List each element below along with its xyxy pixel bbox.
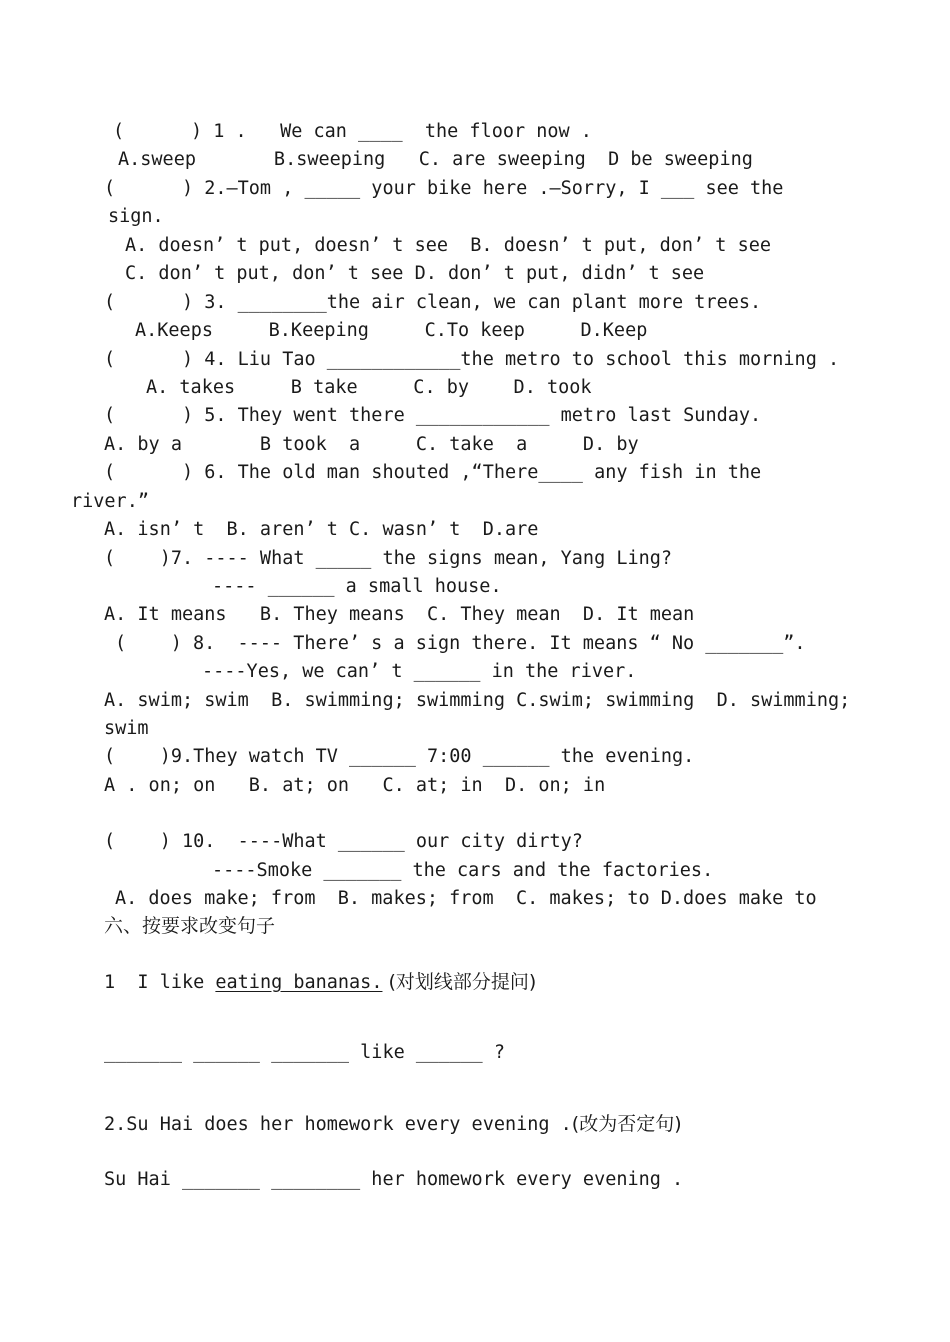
sentence-2-prefix: 2.Su Hai does her homework every evening . <box>104 1114 572 1135</box>
question-10-reply: ----Smoke _______ the cars and the factories. <box>212 860 714 881</box>
question-1: ( ) 1 . We can ____ the floor now . <box>113 121 592 142</box>
sentence-2 <box>104 1112 682 1137</box>
question-7-reply: ---- ______ a small house. <box>212 576 502 597</box>
question-7-options: A. It means B. They means C. They mean D. It mean <box>104 604 695 625</box>
question-2-options-cd: C. don’ t put, don’ t see D. don’ t put, didn’ t see <box>125 263 705 284</box>
question-4: ( ) 4. Liu Tao ____________the metro to school this morning . <box>104 349 840 370</box>
question-8: ( ) 8. ---- There’ s a sign there. It means “ No _______”. <box>115 633 806 654</box>
question-9: ( )9.They watch TV ______ 7:00 ______ the evening. <box>104 746 695 767</box>
sentence-1-prefix: 1 I like <box>104 972 216 993</box>
question-1-options: A.sweep B.sweeping C. are sweeping D be sweeping <box>118 149 753 170</box>
question-6: ( ) 6. The old man shouted ,“There____ any fish in the <box>104 462 762 483</box>
question-8-continuation: swim <box>104 718 149 739</box>
question-8-options: A. swim; swim B. swimming; swimming C.swim; swimming D. swimming; <box>104 690 851 711</box>
question-6-continuation: river.” <box>71 491 149 512</box>
question-2: ( ) 2.—Tom , _____ your bike here .—Sorry, I ___ see the <box>104 178 784 199</box>
question-9-options: A . on; on B. at; on C. at; in D. on; in <box>104 775 606 796</box>
question-7: ( )7. ---- What _____ the signs mean, Yang Ling? <box>104 548 673 569</box>
question-8-reply: ----Yes, we can’ t ______ in the river. <box>202 661 637 682</box>
question-2-continuation: sign. <box>108 206 164 227</box>
question-2-options-ab: A. doesn’ t put, doesn’ t see B. doesn’ t put, don’ t see <box>125 235 772 256</box>
question-5: ( ) 5. They went there ____________ metro last Sunday. <box>104 405 762 426</box>
sentence-1-answer: _______ ______ _______ like ______ ? <box>104 1042 505 1063</box>
question-10-options: A. does make; from B. makes; from C. makes; to D.does make to <box>115 888 817 909</box>
question-6-options: A. isn’ t B. aren’ t C. wasn’ t D.are <box>104 519 539 540</box>
sentence-1 <box>104 970 536 995</box>
question-5-options: A. by a B took a C. take a D. by <box>104 434 639 455</box>
question-10: ( ) 10. ----What ______ our city dirty? <box>104 831 583 852</box>
section-6-title: 六、按要求改变句子 <box>104 915 276 937</box>
sentence-1-instruction: (对划线部分提问) <box>382 971 537 993</box>
question-4-options: A. takes B take C. by D. took <box>146 377 592 398</box>
sentence-1-underlined: eating bananas. <box>215 972 383 993</box>
question-3: ( ) 3. ________the air clean, we can plant more trees. <box>104 292 762 313</box>
sentence-2-instruction: (改为否定句) <box>571 1113 682 1135</box>
sentence-2-answer: Su Hai _______ ________ her homework every evening . <box>104 1169 684 1190</box>
question-3-options: A.Keeps B.Keeping C.To keep D.Keep <box>135 320 648 341</box>
